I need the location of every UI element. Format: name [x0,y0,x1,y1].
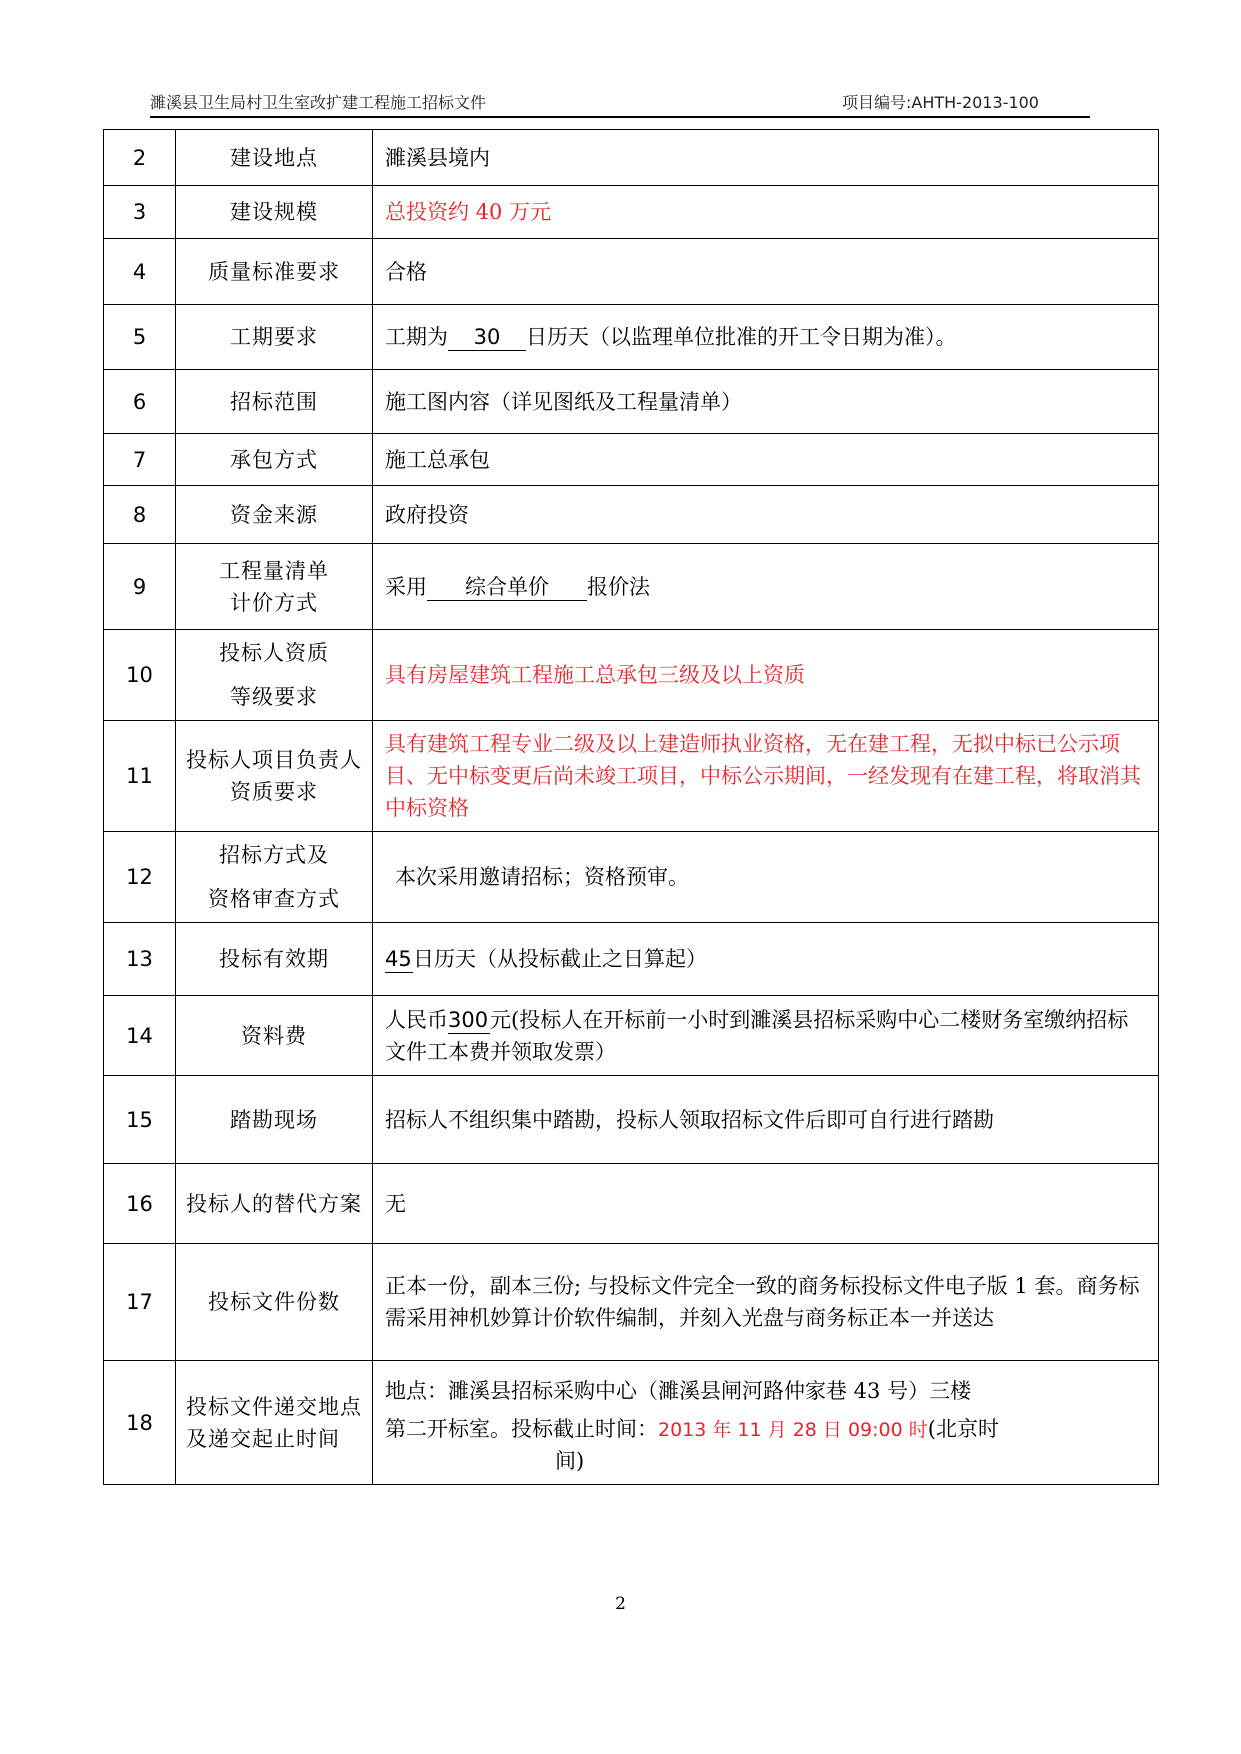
bid-info-table [103,129,1159,1485]
table-row [104,1244,1159,1361]
duration-days: 30 [448,324,526,351]
row-number: 17 [104,1244,176,1361]
table-row [104,130,1159,186]
row-value: 施工图内容（详见图纸及工程量清单） [373,370,1159,434]
row-value [373,832,1159,923]
row-label: 投标有效期 [176,923,373,996]
row-number: 11 [104,721,176,832]
table-row [104,832,1159,923]
row-value [373,544,1159,630]
row-value: 正本一份，副本三份; 与投标文件完全一致的商务标投标文件电子版 1 套。商务标需采用神机妙算计价软件编制，并刻入光盘与商务标正本一并送达 [373,1244,1159,1361]
row-value [373,996,1159,1076]
page-header [150,86,1090,118]
table-row [104,186,1159,239]
row-label: 踏勘现场 [176,1076,373,1164]
row-number: 7 [104,434,176,486]
table-row [104,1164,1159,1244]
row-label-line: 资格审查方式 [208,887,340,911]
table-row [104,305,1159,370]
row-label: 资料费 [176,996,373,1076]
row-label [176,630,373,721]
table-row [104,630,1159,721]
validity-days: 45 [385,947,412,971]
row-value: 政府投资 [373,486,1159,544]
value-prefix: 采用 [385,574,427,599]
document-title: 濉溪县卫生局村卫生室改扩建工程施工招标文件 [150,93,487,112]
table-row [104,1076,1159,1164]
table-row [104,721,1159,832]
row-number: 3 [104,186,176,239]
row-number: 5 [104,305,176,370]
row-label [176,544,373,630]
table-row [104,1361,1159,1485]
value-suffix: (北京时 [927,1417,999,1441]
table-row [104,370,1159,434]
row-label: 投标文件份数 [176,1244,373,1361]
row-number: 9 [104,544,176,630]
row-value [373,923,1159,996]
row-value: 招标人不组织集中踏勘，投标人领取招标文件后即可自行进行踏勘 [373,1076,1159,1164]
row-label: 投标文件递交地点及递交起止时间 [176,1361,373,1485]
value-line [385,1410,1148,1449]
page-number: 2 [615,1594,626,1614]
row-value: 具有房屋建筑工程施工总承包三级及以上资质 [373,630,1159,721]
value-prefix: 人民币 [385,1007,448,1032]
row-value: 无 [373,1164,1159,1244]
row-label [176,832,373,923]
row-label: 承包方式 [176,434,373,486]
value-suffix: 日历天（以监理单位批准的开工令日期为准）。 [526,325,957,349]
row-value: 具有建筑工程专业二级及以上建造师执业资格，无在建工程，无拟中标已公示项目、无中标变更后尚未竣工项目，中标公示期间，一经发现有在建工程，将取消其中标资格 [373,721,1159,832]
row-number: 13 [104,923,176,996]
row-label: 投标人项目负责人资质要求 [176,721,373,832]
row-label-line: 投标人资质 [219,641,329,665]
row-number: 8 [104,486,176,544]
project-number: 项目编号:AHTH-2013-100 [842,93,1039,112]
row-label-line: 计价方式 [230,590,318,615]
value-prefix: 第二开标室。投标截止时间： [385,1417,658,1441]
document-fee: 300 [448,1007,489,1032]
row-number: 2 [104,130,176,186]
table-row [104,923,1159,996]
row-label-line: 招标方式及 [219,843,329,867]
deadline-time: 2013 年 11 月 28 日 09:00 时 [658,1419,928,1441]
table-row [104,239,1159,305]
value-prefix: 工期为 [385,325,448,349]
row-value: 合格 [373,239,1159,305]
row-number: 16 [104,1164,176,1244]
row-number: 4 [104,239,176,305]
value-suffix: 日历天（从投标截止之日算起） [413,947,707,971]
value-suffix: 元(投标人在开标前一小时到濉溪县招标采购中心二楼财务室缴纳招标文件工本费并领取发票） [385,1007,1129,1064]
row-label: 建设规模 [176,186,373,239]
row-number: 12 [104,832,176,923]
row-number: 6 [104,370,176,434]
table-row [104,996,1159,1076]
value-line: 地点：濉溪县招标采购中心（濉溪县闸河路仲家巷 43 号）三楼 [385,1379,972,1403]
value-line: 间) [555,1449,585,1473]
table-row [104,434,1159,486]
value-text: 本次采用邀请招标；资格预审。 [395,865,689,889]
row-label-line: 等级要求 [230,685,318,709]
pricing-method: 综合单价 [427,574,587,601]
row-value: 施工总承包 [373,434,1159,486]
row-value: 濉溪县境内 [373,130,1159,186]
row-label: 招标范围 [176,370,373,434]
table-row [104,544,1159,630]
row-value [373,1361,1159,1485]
table-row [104,486,1159,544]
row-label: 资金来源 [176,486,373,544]
value-suffix: 报价法 [587,574,650,599]
row-number: 18 [104,1361,176,1485]
row-label: 投标人的替代方案 [176,1164,373,1244]
row-value [373,305,1159,370]
row-number: 15 [104,1076,176,1164]
row-label: 质量标准要求 [176,239,373,305]
row-value: 总投资约 40 万元 [373,186,1159,239]
row-label-line: 工程量清单 [219,558,329,583]
row-label: 建设地点 [176,130,373,186]
row-number: 14 [104,996,176,1076]
row-number: 10 [104,630,176,721]
row-label: 工期要求 [176,305,373,370]
